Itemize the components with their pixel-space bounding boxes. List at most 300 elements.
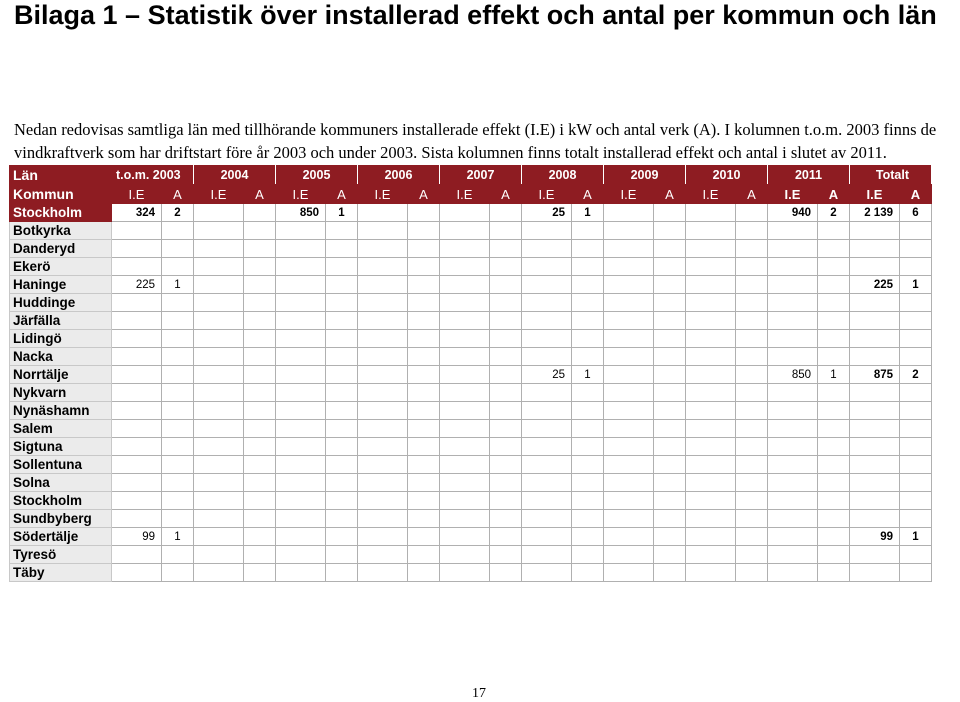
count-cell xyxy=(244,420,276,438)
installed-effect-cell xyxy=(112,348,162,366)
installed-effect-cell xyxy=(276,276,326,294)
installed-effect-cell xyxy=(522,294,572,312)
installed-effect-cell xyxy=(276,258,326,276)
installed-effect-cell: 940 xyxy=(768,204,818,222)
count-cell xyxy=(408,474,440,492)
count-cell xyxy=(326,510,358,528)
installed-effect-cell xyxy=(194,438,244,456)
count-cell xyxy=(326,564,358,582)
installed-effect-cell xyxy=(686,276,736,294)
ie-column-header: I.E xyxy=(604,185,654,204)
installed-effect-cell xyxy=(850,456,900,474)
municipality-name: Huddinge xyxy=(10,294,112,312)
installed-effect-cell xyxy=(112,258,162,276)
count-cell xyxy=(326,402,358,420)
installed-effect-cell xyxy=(194,294,244,312)
count-cell xyxy=(244,438,276,456)
installed-effect-cell xyxy=(768,312,818,330)
installed-effect-cell xyxy=(522,438,572,456)
count-cell xyxy=(572,240,604,258)
count-cell xyxy=(818,330,850,348)
count-cell xyxy=(818,276,850,294)
count-cell xyxy=(736,312,768,330)
count-cell xyxy=(572,438,604,456)
installed-effect-cell xyxy=(768,420,818,438)
count-cell xyxy=(326,276,358,294)
installed-effect-cell xyxy=(358,528,408,546)
installed-effect-cell xyxy=(522,384,572,402)
a-column-header: A xyxy=(900,185,932,204)
installed-effect-cell xyxy=(194,492,244,510)
installed-effect-cell xyxy=(850,492,900,510)
installed-effect-cell xyxy=(358,222,408,240)
installed-effect-cell xyxy=(686,258,736,276)
installed-effect-cell xyxy=(522,276,572,294)
municipality-row xyxy=(10,240,932,258)
installed-effect-cell xyxy=(850,312,900,330)
installed-effect-cell xyxy=(194,564,244,582)
count-cell xyxy=(408,492,440,510)
installed-effect-cell xyxy=(850,438,900,456)
count-cell xyxy=(900,546,932,564)
installed-effect-cell xyxy=(604,330,654,348)
installed-effect-cell xyxy=(850,564,900,582)
count-cell xyxy=(490,240,522,258)
installed-effect-cell xyxy=(522,420,572,438)
installed-effect-cell xyxy=(358,492,408,510)
installed-effect-cell xyxy=(112,294,162,312)
count-cell xyxy=(900,438,932,456)
installed-effect-cell xyxy=(686,348,736,366)
count-cell xyxy=(162,456,194,474)
count-cell xyxy=(326,294,358,312)
count-cell xyxy=(736,492,768,510)
count-cell xyxy=(654,276,686,294)
count-cell xyxy=(490,438,522,456)
installed-effect-cell xyxy=(604,546,654,564)
count-cell xyxy=(326,420,358,438)
count-cell xyxy=(818,510,850,528)
count-cell xyxy=(244,564,276,582)
count-cell xyxy=(244,402,276,420)
installed-effect-cell xyxy=(522,492,572,510)
installed-effect-cell xyxy=(686,474,736,492)
count-cell xyxy=(244,492,276,510)
installed-effect-cell xyxy=(604,438,654,456)
count-cell xyxy=(818,438,850,456)
installed-effect-cell xyxy=(194,366,244,384)
count-cell xyxy=(572,294,604,312)
installed-effect-cell xyxy=(768,348,818,366)
installed-effect-cell: 324 xyxy=(112,204,162,222)
municipality-row xyxy=(10,276,932,294)
installed-effect-cell xyxy=(358,366,408,384)
count-cell xyxy=(900,420,932,438)
count-cell xyxy=(818,564,850,582)
municipality-name: Botkyrka xyxy=(10,222,112,240)
installed-effect-cell xyxy=(604,402,654,420)
count-cell xyxy=(900,492,932,510)
installed-effect-cell xyxy=(358,546,408,564)
statistics-table-wrapper xyxy=(9,165,932,582)
municipality-row xyxy=(10,384,932,402)
installed-effect-cell xyxy=(768,510,818,528)
count-cell xyxy=(490,204,522,222)
count-cell xyxy=(572,348,604,366)
count-cell xyxy=(572,528,604,546)
installed-effect-cell xyxy=(686,330,736,348)
count-cell: 2 xyxy=(162,204,194,222)
count-cell xyxy=(654,438,686,456)
municipality-row xyxy=(10,258,932,276)
installed-effect-cell xyxy=(522,222,572,240)
count-cell xyxy=(162,564,194,582)
installed-effect-cell xyxy=(604,510,654,528)
count-cell xyxy=(326,384,358,402)
count-cell xyxy=(736,438,768,456)
installed-effect-cell xyxy=(194,474,244,492)
county-name: Stockholm xyxy=(10,204,112,222)
installed-effect-cell xyxy=(604,456,654,474)
count-cell xyxy=(900,474,932,492)
installed-effect-cell xyxy=(850,294,900,312)
installed-effect-cell xyxy=(686,564,736,582)
installed-effect-cell xyxy=(522,528,572,546)
installed-effect-cell xyxy=(358,402,408,420)
count-cell xyxy=(736,564,768,582)
count-cell xyxy=(408,420,440,438)
count-cell xyxy=(818,474,850,492)
installed-effect-cell: 875 xyxy=(850,366,900,384)
count-cell xyxy=(818,492,850,510)
installed-effect-cell xyxy=(522,456,572,474)
count-cell xyxy=(408,510,440,528)
count-cell: 1 xyxy=(326,204,358,222)
count-cell xyxy=(490,258,522,276)
installed-effect-cell xyxy=(194,348,244,366)
installed-effect-cell xyxy=(440,528,490,546)
municipality-name: Haninge xyxy=(10,276,112,294)
installed-effect-cell xyxy=(850,474,900,492)
count-cell xyxy=(572,222,604,240)
count-cell xyxy=(490,366,522,384)
count-cell xyxy=(326,438,358,456)
ie-column-header: I.E xyxy=(358,185,408,204)
installed-effect-cell xyxy=(194,528,244,546)
municipality-row xyxy=(10,546,932,564)
count-cell xyxy=(408,276,440,294)
ie-column-header: I.E xyxy=(112,185,162,204)
municipality-row xyxy=(10,366,932,384)
year-header: Totalt xyxy=(850,166,932,185)
year-header: 2004 xyxy=(194,166,276,185)
installed-effect-cell xyxy=(768,456,818,474)
ie-column-header: I.E xyxy=(440,185,490,204)
count-cell xyxy=(572,384,604,402)
count-cell xyxy=(736,258,768,276)
installed-effect-cell xyxy=(194,546,244,564)
installed-effect-cell xyxy=(194,258,244,276)
installed-effect-cell xyxy=(768,402,818,420)
installed-effect-cell xyxy=(440,240,490,258)
installed-effect-cell xyxy=(276,474,326,492)
count-cell xyxy=(162,366,194,384)
installed-effect-cell xyxy=(358,312,408,330)
installed-effect-cell xyxy=(276,222,326,240)
count-cell xyxy=(244,510,276,528)
municipality-name: Danderyd xyxy=(10,240,112,258)
installed-effect-cell: 850 xyxy=(768,366,818,384)
installed-effect-cell xyxy=(604,492,654,510)
count-cell xyxy=(162,492,194,510)
count-cell xyxy=(408,204,440,222)
municipality-row xyxy=(10,456,932,474)
count-cell: 1 xyxy=(818,366,850,384)
installed-effect-cell xyxy=(276,312,326,330)
installed-effect-cell: 2 139 xyxy=(850,204,900,222)
installed-effect-cell xyxy=(194,456,244,474)
installed-effect-cell xyxy=(604,348,654,366)
installed-effect-cell xyxy=(194,330,244,348)
installed-effect-cell xyxy=(440,438,490,456)
count-cell xyxy=(572,510,604,528)
a-column-header: A xyxy=(572,185,604,204)
count-cell xyxy=(900,222,932,240)
count-cell xyxy=(244,348,276,366)
count-cell xyxy=(572,330,604,348)
count-cell xyxy=(490,294,522,312)
count-cell xyxy=(162,546,194,564)
installed-effect-cell xyxy=(686,384,736,402)
count-cell xyxy=(572,456,604,474)
count-cell xyxy=(326,330,358,348)
count-cell xyxy=(244,546,276,564)
ie-column-header: I.E xyxy=(194,185,244,204)
installed-effect-cell xyxy=(686,240,736,258)
municipality-row xyxy=(10,312,932,330)
count-cell xyxy=(654,456,686,474)
installed-effect-cell xyxy=(112,402,162,420)
installed-effect-cell xyxy=(522,564,572,582)
installed-effect-cell xyxy=(440,366,490,384)
count-cell xyxy=(654,510,686,528)
installed-effect-cell xyxy=(194,222,244,240)
count-cell xyxy=(736,204,768,222)
municipality-name: Lidingö xyxy=(10,330,112,348)
year-header: t.o.m. 2003 xyxy=(112,166,194,185)
municipality-row xyxy=(10,330,932,348)
count-cell xyxy=(162,330,194,348)
count-cell xyxy=(326,258,358,276)
municipality-row xyxy=(10,348,932,366)
installed-effect-cell xyxy=(604,528,654,546)
installed-effect-cell xyxy=(194,276,244,294)
installed-effect-cell xyxy=(604,366,654,384)
count-cell xyxy=(818,312,850,330)
count-cell xyxy=(736,330,768,348)
installed-effect-cell xyxy=(276,366,326,384)
installed-effect-cell xyxy=(194,240,244,258)
municipality-row xyxy=(10,294,932,312)
municipality-row xyxy=(10,528,932,546)
installed-effect-cell xyxy=(358,276,408,294)
installed-effect-cell xyxy=(686,456,736,474)
count-cell xyxy=(572,276,604,294)
installed-effect-cell xyxy=(358,258,408,276)
municipality-row xyxy=(10,474,932,492)
count-cell xyxy=(408,456,440,474)
count-cell xyxy=(736,420,768,438)
municipality-name: Nykvarn xyxy=(10,384,112,402)
count-cell xyxy=(572,564,604,582)
installed-effect-cell xyxy=(358,510,408,528)
count-cell: 1 xyxy=(162,276,194,294)
installed-effect-cell xyxy=(276,384,326,402)
installed-effect-cell xyxy=(276,528,326,546)
installed-effect-cell xyxy=(276,492,326,510)
count-cell: 1 xyxy=(572,204,604,222)
count-cell xyxy=(818,348,850,366)
count-cell xyxy=(654,474,686,492)
count-cell xyxy=(490,402,522,420)
installed-effect-cell xyxy=(440,258,490,276)
installed-effect-cell xyxy=(604,474,654,492)
count-cell xyxy=(654,402,686,420)
installed-effect-cell xyxy=(194,402,244,420)
count-cell xyxy=(244,366,276,384)
count-cell xyxy=(572,258,604,276)
count-cell xyxy=(572,420,604,438)
count-cell xyxy=(900,240,932,258)
a-column-header: A xyxy=(818,185,850,204)
count-cell: 1 xyxy=(900,528,932,546)
count-cell xyxy=(736,348,768,366)
installed-effect-cell xyxy=(522,402,572,420)
installed-effect-cell: 225 xyxy=(850,276,900,294)
count-cell xyxy=(162,240,194,258)
count-cell xyxy=(654,528,686,546)
installed-effect-cell xyxy=(686,510,736,528)
installed-effect-cell xyxy=(358,420,408,438)
ie-column-header: I.E xyxy=(276,185,326,204)
count-cell xyxy=(900,294,932,312)
count-cell xyxy=(900,348,932,366)
ie-column-header: I.E xyxy=(768,185,818,204)
installed-effect-cell xyxy=(604,420,654,438)
installed-effect-cell xyxy=(522,474,572,492)
count-cell xyxy=(244,222,276,240)
year-header: 2009 xyxy=(604,166,686,185)
count-cell xyxy=(736,240,768,258)
installed-effect-cell xyxy=(604,294,654,312)
count-cell xyxy=(326,474,358,492)
count-cell xyxy=(818,384,850,402)
installed-effect-cell xyxy=(112,222,162,240)
installed-effect-cell xyxy=(686,492,736,510)
installed-effect-cell xyxy=(604,276,654,294)
count-cell xyxy=(736,294,768,312)
year-header-row xyxy=(10,166,932,185)
installed-effect-cell xyxy=(276,456,326,474)
year-header: 2010 xyxy=(686,166,768,185)
count-cell xyxy=(408,366,440,384)
header-lan-label: Län xyxy=(10,166,112,185)
count-cell xyxy=(326,366,358,384)
count-cell xyxy=(162,294,194,312)
installed-effect-cell xyxy=(112,546,162,564)
municipality-name: Solna xyxy=(10,474,112,492)
count-cell xyxy=(408,240,440,258)
count-cell xyxy=(244,312,276,330)
installed-effect-cell xyxy=(768,276,818,294)
installed-effect-cell xyxy=(686,294,736,312)
count-cell xyxy=(736,276,768,294)
municipality-row xyxy=(10,492,932,510)
installed-effect-cell xyxy=(768,258,818,276)
count-cell xyxy=(244,456,276,474)
count-cell xyxy=(162,312,194,330)
count-cell: 1 xyxy=(572,366,604,384)
count-cell xyxy=(654,330,686,348)
count-cell xyxy=(490,312,522,330)
count-cell xyxy=(244,474,276,492)
count-cell xyxy=(408,294,440,312)
installed-effect-cell xyxy=(768,222,818,240)
count-cell xyxy=(736,546,768,564)
installed-effect-cell xyxy=(112,330,162,348)
count-cell xyxy=(244,384,276,402)
count-cell xyxy=(654,312,686,330)
page-heading: Bilaga 1 – Statistik över installerad effekt och antal per kommun och län xyxy=(14,0,937,30)
installed-effect-cell xyxy=(440,294,490,312)
count-cell xyxy=(736,384,768,402)
installed-effect-cell xyxy=(686,546,736,564)
installed-effect-cell xyxy=(604,258,654,276)
installed-effect-cell xyxy=(112,456,162,474)
installed-effect-cell xyxy=(850,510,900,528)
installed-effect-cell xyxy=(768,294,818,312)
count-cell xyxy=(654,492,686,510)
year-header: 2006 xyxy=(358,166,440,185)
count-cell xyxy=(326,312,358,330)
count-cell xyxy=(900,384,932,402)
count-cell xyxy=(654,420,686,438)
count-cell: 1 xyxy=(900,276,932,294)
installed-effect-cell xyxy=(768,240,818,258)
ie-column-header: I.E xyxy=(686,185,736,204)
a-column-header: A xyxy=(736,185,768,204)
count-cell xyxy=(326,492,358,510)
installed-effect-cell xyxy=(850,258,900,276)
installed-effect-cell xyxy=(440,456,490,474)
installed-effect-cell xyxy=(440,348,490,366)
installed-effect-cell xyxy=(276,438,326,456)
installed-effect-cell xyxy=(768,438,818,456)
count-cell: 2 xyxy=(818,204,850,222)
intro-paragraph: Nedan redovisas samtliga län med tillhörande kommuners installerade effekt (I.E) i kW och antal verk (A). I kolumnen t.o.m. 2003 finns de vindkraftverk som har driftstart före år 2003 och under 2003. Sista kolumnen finns totalt installerad effekt och antal i slutet av 2011. xyxy=(14,120,937,162)
installed-effect-cell xyxy=(112,492,162,510)
installed-effect-cell xyxy=(768,546,818,564)
count-cell xyxy=(818,528,850,546)
count-cell xyxy=(572,402,604,420)
a-column-header: A xyxy=(654,185,686,204)
installed-effect-cell xyxy=(440,402,490,420)
municipality-name: Stockholm xyxy=(10,492,112,510)
page-number: 17 xyxy=(472,686,486,701)
a-column-header: A xyxy=(490,185,522,204)
count-cell xyxy=(572,312,604,330)
installed-effect-cell xyxy=(358,330,408,348)
